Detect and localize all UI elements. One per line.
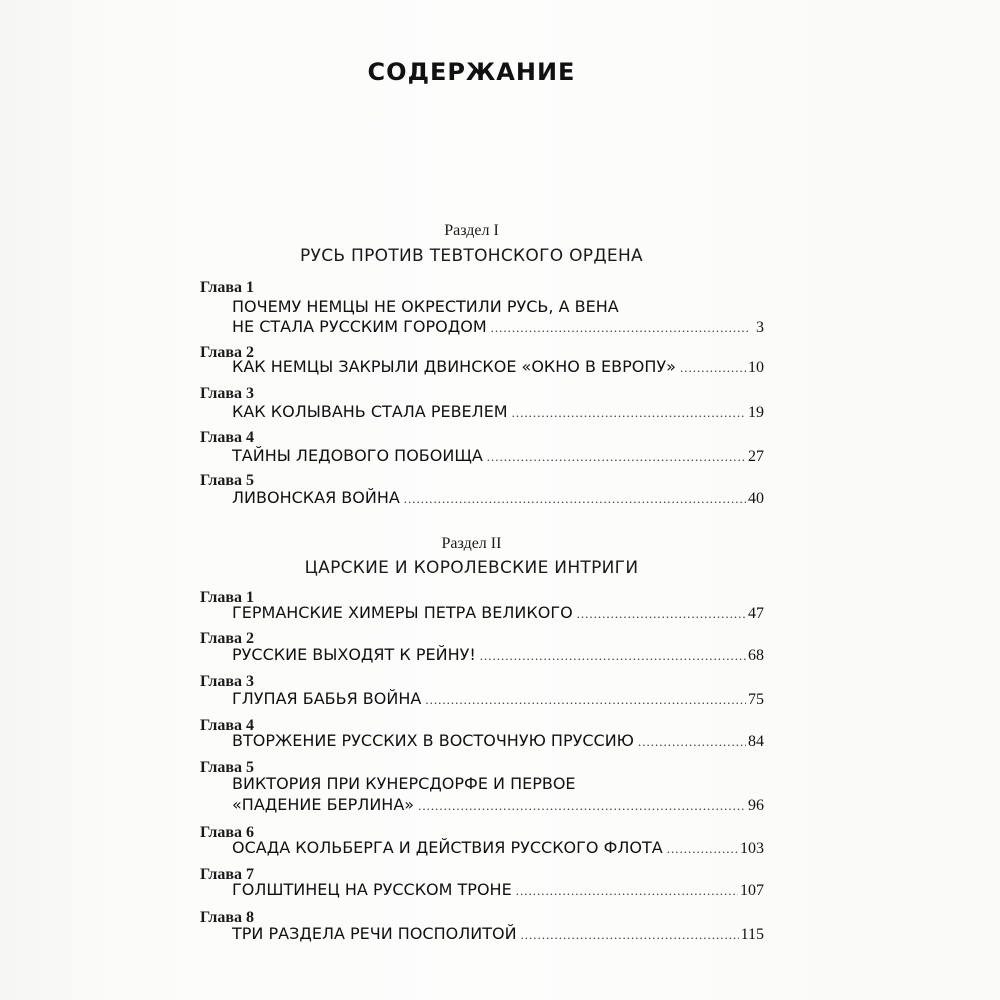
page-number: 75 — [748, 691, 764, 708]
leader-dots — [521, 927, 739, 943]
page-number: 47 — [748, 605, 764, 622]
toc-entry[interactable] — [232, 357, 764, 377]
chapter-title-line: ТАЙНЫ ЛЕДОВОГО ПОБОИЩА — [232, 446, 483, 465]
toc-entry[interactable] — [232, 488, 764, 508]
toc-entry[interactable] — [232, 731, 764, 751]
chapter-title-line: ГОЛШТИНЕЦ НА РУССКОМ ТРОНЕ — [232, 880, 512, 899]
leader-dots — [418, 798, 746, 814]
chapter-title-line: ОСАДА КОЛЬБЕРГА И ДЕЙСТВИЯ РУССКОГО ФЛОТА — [232, 838, 663, 857]
section-2-title: ЦАРСКИЕ И КОРОЛЕВСКИЕ ИНТРИГИ — [304, 558, 639, 578]
toc-entry[interactable] — [232, 402, 764, 422]
section-1-label: Раздел I — [444, 222, 499, 239]
leader-dots — [516, 883, 738, 899]
toc-entry[interactable] — [232, 645, 764, 665]
toc-entry[interactable] — [232, 689, 764, 709]
leader-dots — [404, 491, 746, 507]
leader-dots — [480, 648, 746, 664]
page-number: 3 — [756, 319, 764, 336]
chapter-label: Глава 3 — [200, 385, 254, 402]
chapter-label: Глава 7 — [200, 866, 254, 883]
chapter-label: Глава 5 — [200, 472, 254, 489]
chapter-title-line: РУССКИЕ ВЫХОДЯТ К РЕЙНУ! — [232, 645, 476, 664]
chapter-title-line: «ПАДЕНИЕ БЕРЛИНА» — [232, 795, 415, 814]
leader-dots — [512, 405, 746, 421]
page-number: 27 — [748, 448, 764, 465]
chapter-title-line: КАК НЕМЦЫ ЗАКРЫЛИ ДВИНСКОЕ «ОКНО В ЕВРОПУ» — [232, 357, 676, 376]
leader-dots — [638, 734, 746, 750]
leader-dots — [491, 320, 748, 336]
chapter-label: Глава 4 — [200, 717, 254, 734]
chapter-label: Глава 4 — [200, 429, 254, 446]
leader-dots — [425, 692, 746, 708]
page-number: 107 — [740, 882, 764, 899]
chapter-title-line: ВИКТОРИЯ ПРИ КУНЕРСДОРФЕ И ПЕРВОЕ — [232, 774, 576, 793]
chapter-title-line: КАК КОЛЫВАНЬ СТАЛА РЕВЕЛЕМ — [232, 402, 508, 421]
leader-dots — [577, 606, 746, 622]
chapter-label: Глава 6 — [200, 824, 254, 841]
leader-dots — [667, 841, 738, 857]
toc-entry[interactable] — [232, 795, 764, 815]
page-number: 84 — [748, 733, 764, 750]
page-number: 10 — [748, 359, 764, 376]
toc-entry[interactable] — [232, 603, 764, 623]
chapter-title-line: ВТОРЖЕНИЕ РУССКИХ В ВОСТОЧНУЮ ПРУССИЮ — [232, 731, 634, 750]
chapter-label: Глава 1 — [200, 589, 254, 606]
leader-dots — [680, 360, 746, 376]
page-number: 96 — [748, 797, 764, 814]
toc-entry[interactable] — [232, 880, 764, 900]
chapter-title-line: ГЛУПАЯ БАБЬЯ ВОЙНА — [232, 689, 422, 708]
section-2-label: Раздел II — [441, 535, 502, 552]
chapter-title-line: ТРИ РАЗДЕЛА РЕЧИ ПОСПОЛИТОЙ — [232, 924, 517, 943]
page-number: 68 — [748, 647, 764, 664]
chapter-title-line: ЛИВОНСКАЯ ВОЙНА — [232, 488, 400, 507]
chapter-title-line: ПОЧЕМУ НЕМЦЫ НЕ ОКРЕСТИЛИ РУСЬ, А ВЕНА — [232, 297, 619, 316]
page-title: СОДЕРЖАНИЕ — [367, 58, 576, 86]
chapter-label: Глава 1 — [200, 279, 254, 296]
toc-entry[interactable] — [232, 317, 764, 337]
page-number: 40 — [748, 490, 764, 507]
toc-entry[interactable] — [232, 446, 764, 466]
chapter-title-line: ГЕРМАНСКИЕ ХИМЕРЫ ПЕТРА ВЕЛИКОГО — [232, 603, 573, 622]
section-1-title: РУСЬ ПРОТИВ ТЕВТОНСКОГО ОРДЕНА — [299, 246, 643, 266]
page-number: 115 — [740, 926, 764, 943]
chapter-label: Глава 2 — [200, 630, 254, 647]
toc-entry[interactable] — [232, 924, 764, 944]
chapter-label: Глава 3 — [200, 673, 254, 690]
leader-dots — [487, 449, 746, 465]
page-number: 103 — [740, 840, 764, 857]
chapter-title-line: НЕ СТАЛА РУССКИМ ГОРОДОМ — [232, 317, 487, 336]
chapter-label: Глава 2 — [200, 344, 254, 361]
page-number: 19 — [748, 404, 764, 421]
toc-entry[interactable] — [232, 838, 764, 858]
chapter-label: Глава 5 — [200, 759, 254, 776]
chapter-label: Глава 8 — [200, 909, 254, 926]
